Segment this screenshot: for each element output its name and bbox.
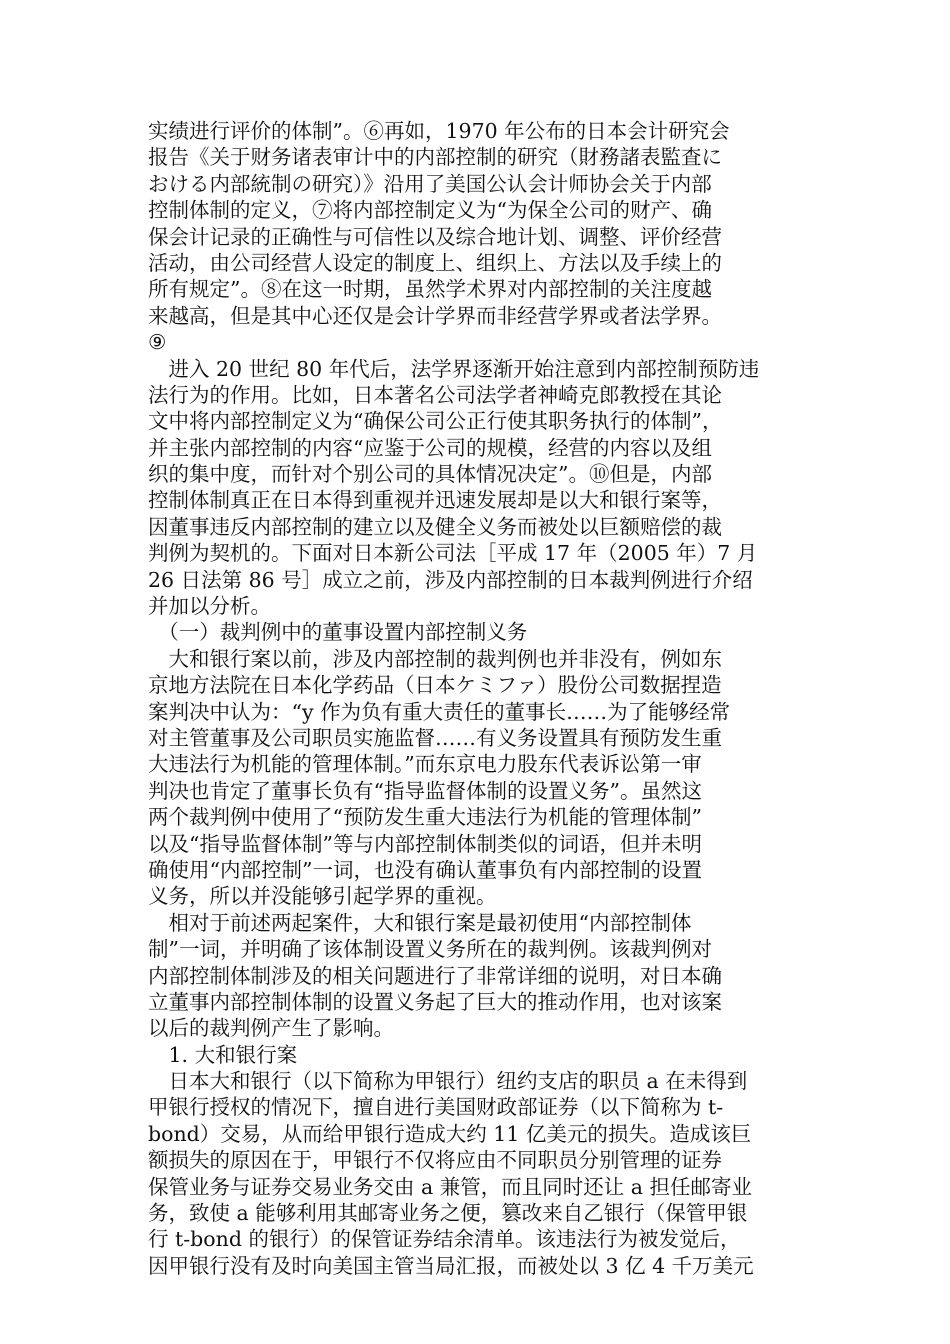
text-line: 保管业务与证券交易业务交由 a 兼管，而且同时还让 a 担任邮寄业 <box>148 1174 753 1199</box>
text-line: 内部控制体制涉及的相关问题进行了非常详细的说明，对日本确 <box>148 963 722 988</box>
text-line: 因董事违反内部控制的建立以及健全义务而被处以巨额赔偿的裁 <box>148 514 722 539</box>
text-line: 判例为契机的。下面对日本新公司法［平成 17 年（2005 年）7 月 <box>148 541 758 566</box>
text-line: 立董事内部控制体制的设置义务起了巨大的推动作用，也对该案 <box>148 989 722 1014</box>
section-heading: （一）裁判例中的董事设置内部控制义务 <box>148 620 528 645</box>
text-line: 以及“指导监督体制”等与内部控制体制类似的词语，但并未明 <box>148 831 702 856</box>
text-line: 因甲银行没有及时向美国主管当局汇报，而被处以 3 亿 4 千万美元 <box>148 1253 754 1278</box>
text-line: 确使用“内部控制”一词，也没有确认董事负有内部控制的设置 <box>148 857 702 882</box>
text-line: 日本大和银行（以下简称为甲银行）纽约支店的职员 a 在未得到 <box>148 1069 748 1094</box>
text-line: 制”一词，并明确了该体制设置义务所在的裁判例。该裁判例对 <box>148 937 712 962</box>
text-line: 以后的裁判例产生了影响。 <box>148 1016 394 1041</box>
text-line: 实绩进行评价的体制”。⑥再如，1970 年公布的日本会计研究会 <box>148 119 730 143</box>
body-text <box>148 118 808 1279</box>
text-line: 务，致使 a 能够利用其邮寄业务之便，篡改来自乙银行（保管甲银 <box>148 1201 748 1226</box>
text-line: 文中将内部控制定义为“确保公司公正行使其职务执行的体制”， <box>148 409 723 434</box>
text-line: 进入 20 世纪 80 年代后，法学界逐渐开始注意到内部控制预防违 <box>148 356 760 381</box>
text-line: 来越高，但是其中心还仅是会计学界而非经营学界或者法学界。 <box>148 303 722 328</box>
text-line: 判决也肯定了董事长负有“指导监督体制的设置义务”。虽然这 <box>148 778 702 803</box>
text-line: 案判决中认为：“y 作为负有重大责任的董事长……为了能够经常 <box>148 699 731 724</box>
text-line: 26 日法第 86 号］成立之前，涉及内部控制的日本裁判例进行介绍 <box>148 567 753 592</box>
subsection-heading: 1. 大和银行案 <box>148 1042 298 1067</box>
text-line: 相对于前述两起案件，大和银行案是最初使用“内部控制体 <box>148 910 692 935</box>
text-line: 两个裁判例中使用了“预防发生重大违法行为机能的管理体制” <box>148 805 702 830</box>
text-line: 大和银行案以前，涉及内部控制的裁判例也并非没有，例如东 <box>148 646 722 671</box>
text-line: 义务，所以并没能够引起学界的重视。 <box>148 884 497 909</box>
text-line: 甲银行授权的情况下，擅自进行美国财政部证券（以下简称为 t- <box>148 1095 724 1120</box>
text-line: 行 t-bond 的银行）的保管证券结余清单。该违法行为被发觉后， <box>148 1227 741 1252</box>
text-line: 报告《关于财务诸表审计中的内部控制的研究（財務諸表監査に <box>148 145 722 170</box>
text-line: 对主管董事及公司职员实施监督……有义务设置具有预防发生重 <box>148 725 722 750</box>
text-line: 京地方法院在日本化学药品（日本ケミファ）股份公司数据捏造 <box>148 673 722 698</box>
footnote-marker-line: ⑨ <box>148 330 167 355</box>
text-line: 保会计记录的正确性与可信性以及综合地计划、调整、评价经营 <box>148 224 722 249</box>
text-line: 织的集中度，而针对个别公司的具体情况决定”。⑩但是，内部 <box>148 462 712 487</box>
text-line: 所有规定”。⑧在这一时期，虽然学术界对内部控制的关注度越 <box>148 277 712 302</box>
text-line: 额损失的原因在于，甲银行不仅将应由不同职员分别管理的证券 <box>148 1148 722 1173</box>
text-line: 大违法行为机能的管理体制。”而东京电力股东代表诉讼第一审 <box>148 752 702 777</box>
text-line: 控制体制真正在日本得到重视并迅速发展却是以大和银行案等， <box>148 488 722 513</box>
text-line: 并主张内部控制的内容“应鉴于公司的规模，经营的内容以及组 <box>148 435 712 460</box>
text-line: 并加以分析。 <box>148 594 271 619</box>
text-line: おける内部統制の研究）》沿用了美国公认会计师协会关于内部 <box>148 171 712 196</box>
text-line: 控制体制的定义，⑦将内部控制定义为“为保全公司的财产、确 <box>148 198 712 223</box>
text-line: 活动，由公司经营人设定的制度上、组织上、方法以及手续上的 <box>148 250 722 275</box>
text-line: 法行为的作用。比如，日本著名公司法学者神崎克郎教授在其论 <box>148 382 722 407</box>
text-line: bond）交易，从而给甲银行造成大约 11 亿美元的损失。造成该巨 <box>148 1121 752 1146</box>
